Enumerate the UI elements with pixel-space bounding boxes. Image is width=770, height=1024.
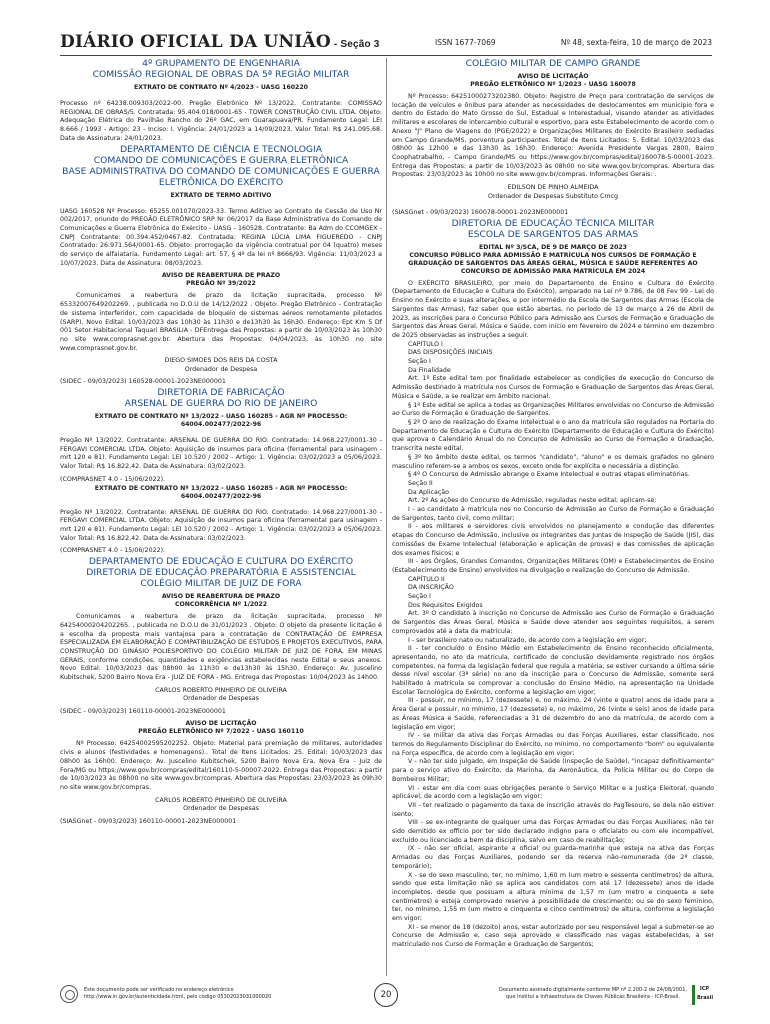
system-code: (COMPRASNET 4.0 - 15/06/2022).: [60, 475, 166, 483]
signatory-role: Ordenador de Despesas: [183, 695, 259, 703]
section-title: Da Finalidade: [408, 366, 451, 374]
act-text: Pregão Nº 13/2022. Contratante: ARSENAL DE GUERRA DO RIO. Contratado: 14.968.227/0001-30 - FERGAVI COMERCIAL LTDA. Objeto: Aquisição de insumos para oficina (ferramental para usinagem - mrt 120 e 81). Fundamento Legal: LEI 10.520 / 2002 - Artigo: 1. Vigência: 03/02/2023 a 05/06/2023. Valor Total: R$ 16.822,42. Data de Assinatura: 03/02/2023.: [60, 437, 382, 471]
verification-note: Este documento pode ser verificado no endereço eletrônico http://www.in.gov.br/autenticidade.html, pelo código 05302023031000020: [84, 987, 272, 1000]
act-text: UASG 160528 Nº Processo: 65255.001070/2023-33. Termo Aditivo ao Contrato de Cessão de Uso Nr 002/2017, oriundo do PREGÃO ELETRÔNICO SRP Nr 06/2017 da Base Administrativa do Comando de Comunicações e Guerra Eletrônica do Exército - UASG - 160528. Contratante: Ba Adm do CCOMGEX - CNPJ Contratante: 00.394.452/0467-82. Contratada: REGINA LÚCIA LIMA FIGUEREDO - CNPJ Contratado: 26.971.564/0001-65. Objeto: prorrogação da vigência contratual por 04 (quatro) meses do serviço de alfaiataria. Fundamento Legal: art. 57, § 4º da lei nº 8666/93. Vigência: 11/03/2023 a 10/07/2023. Data de Assinatura: 08/03/2023.: [60, 207, 382, 267]
signatory-name: DIEGO SIMOES DOS REIS DA COSTA: [164, 357, 278, 365]
org-heading: DEPARTAMENTO DE CIÊNCIA E TECNOLOGIA: [119, 143, 323, 155]
act-heading: EXTRATO DE TERMO ADITIVO: [170, 191, 272, 199]
issn: ISSN 1677-7069: [435, 38, 496, 47]
system-code: (SIASGnet - 09/03/2023) 160078-00001-2023NE000001: [392, 209, 569, 217]
item-text: XI - se menor de 18 (dezoito) anos, estar autorizado por seu responsável legal a submeter-se ao Concurso de Admissão e, caso seja aprovado e classificado nas vagas estabelecidas, a ser matriculado nos Curso de Formação e Graduação de Sargentos;: [392, 923, 714, 949]
org-heading: DIRETORIA DE FABRICAÇÃO: [157, 387, 285, 399]
act-heading: PREGÃO ELETRÔNICO Nº 1/2023 - UASG 160078: [470, 81, 636, 88]
signatory-name: CARLOS ROBERTO PINHEIRO DE OLIVEIRA: [155, 686, 287, 694]
act-heading: EDITAL Nº 3/SCA, DE 9 DE MARÇO DE 2023: [479, 243, 627, 251]
system-code: (SIASGnet - 09/03/2023) 160110-00001-2023NE000001: [60, 817, 237, 825]
act-text: Comunicamos a reabertura de prazo da licitação supracitada, processo Nº 65332007649202269. , publicada no D.O.U de 14/12/2022 . Objeto: Pregão Eletrônico - Contratação de sistema interferidor, com capacidade de bloqueio de sistemas aéreos remotamente pilotados (SARP). Novo Edital: 10/03/2023 das 10h30 às 11h30 e de13h30 às 16h30. Endereço: Ept Km 5 Df 001 Setor Habitacional Taquari BRASILIA - DFEntrega das Propostas: a partir de 10/03/2023 às 10h30 no site www.comprasnet.gov.br. Abertura das Propostas: 04/04/2023, às 10h30 no site www.comprasnet.gov.br.: [60, 292, 382, 352]
chapter-title: DAS DISPOSIÇÕES INICIAIS: [408, 349, 493, 357]
org-heading: BASE ADMINISTRATIVA DO COMANDO DE COMUNICAÇÕES E GUERRA ELETRÔNICA DO EXÉRCITO: [62, 165, 380, 188]
act-heading: AVISO DE LICITAÇÃO: [185, 720, 257, 728]
item-text: I - ao candidato à matrícula nos no Concurso de Admissão ao Curso de Formação e Graduação de Sargentos, tanto civil, como militar;: [392, 506, 714, 522]
act-heading: 64004.002477/2022-96: [180, 492, 262, 500]
article-text: Art. 3º O candidato à inscrição no Concurso de Admissão aos Curso de Formação e Graduação de Sargentos das Áreas Geral, Música e Saúde deve atender aos seguintes requisitos, a serem comprovados até a data da matrícula:: [392, 610, 714, 635]
item-text: III - aos Órgãos, Grandes Comandos, Organizações Militares (OM) e Estabelecimentos de Ensino (Estabelecimento de Ensino) envolvidos na divulgação e realização do Concurso de Admissão.: [392, 558, 714, 574]
org-heading: DIRETORIA DE EDUCAÇÃO PREPARATÓRIA E ASSISTENCIAL: [86, 567, 356, 579]
system-code: (COMPRASNET 4.0 - 15/06/2022).: [60, 547, 166, 555]
masthead: [60, 30, 712, 56]
signatory-name: EDILSON DE PINHO ALMEIDA: [507, 184, 599, 192]
paragraph-text: § 3º No âmbito deste edital, os termos "candidato", "aluno" e os demais grafados no gênero masculino referem-se a ambos os sexos, exceto onde for explícita e necessária a distinção.: [392, 453, 714, 470]
item-text: VI - estar em dia com suas obrigações perante o Serviço Militar e a Justiça Eleitoral, quando aplicável, de acordo com a legislação em vigor;: [392, 784, 714, 801]
act-text: Nº Processo: 64251000273202380. Objeto: Registro de Preço para contratação de serviços de locação de veículos e ônibus para atender as necessidades de deslocamentos em município fora e dentro do Estado do Mato Grosso do Sul, Estadual e Interestadual, visando atender as atividades militares e escolares de intercambio cultural e esportivo, para este Estabelecimento de acordo com o Anexo "J" Plano de Viagens do (PGE/2022) e Organizações Militares do Exército Brasileiro sediadas em Campo Grande/MS, porventura participantes. Total de Itens Licitados: 5. Edital: 10/03/2023 das 08h00 às 12h00 e das 13h30 às 16h30. Endereço: Avenida Presidente Vargas 2800, Bairro Coophatrabalho, - Campo Grande/MS ou https://www.gov.br/compras/edital/160078-5-00001-2023. Entrega das Propostas: a partir de 10/03/2023 às 08h00 no site www.gov.br/compras. Abertura das Propostas: 23/03/2023 às 10h00 no site www.gov.br/compras. Informações Gerais: .: [392, 93, 714, 179]
act-heading: EXTRATO DE CONTRATO Nº 4/2023 - UASG 160220: [134, 84, 308, 91]
item-text: X - se do sexo masculino, ter, no mínimo, 1,60 m (um metro e sessenta centímetros) de altura, sendo que esta limitação não se aplica aos candidatos com até 17 (dezessete) anos de idade incompletos, desde que possuam a altura mínima de 1,57 m (um metro e cinquenta e sete centímetros) e esteja comprovado reserve a possibilidade de crescimento; ou se do sexo feminino, ter, no mínimo, 1,55 m (um metro e cinquenta e cinco centímetros) de altura, conforme a legislação em vigor;: [392, 871, 714, 923]
org-heading: ESCOLA DE SARGENTOS DAS ARMAS: [467, 228, 639, 240]
chapter-label: CAPÍTULO I: [408, 340, 443, 348]
act-heading: EXTRATO DE CONTRATO Nº 13/2022 - UASG 160285 - AGR Nº PROCESSO:: [94, 413, 348, 421]
act-heading: PREGÃO ELETRÔNICO Nº 7/2022 - UASG 160110: [138, 728, 304, 736]
paragraph-text: § 4º O Concurso de Admissão abrange o Exame Intelectual e outras etapas eliminatórias.: [408, 471, 690, 479]
act-text: Pregão Nº 13/2022. Contratante: ARSENAL DE GUERRA DO RIO. Contratado: 14.968.227/0001-30 - FERGAVI COMERCIAL LTDA. Objeto: Aquisição de insumos para oficina (ferramental para usinagem - mrt 120 e 81). Fundamento Legal: LEI 10.520 / 2002 - Artigo: 1. Vigência: 03/02/2023 a 05/06/2023. Valor Total: R$ 16.822,42. Data de Assinatura: 03/02/2023.: [60, 508, 382, 542]
act-text: Nº Processo: 64254002595202252. Objeto: Material para premiação de militares, autoridades civis e alunos (festividades e homenagens).. Total de Itens Licitados: 25. Edital: 10/03/2023 das 08h00 às 16h00. Endereço: Av. Juscelino Kubitschek, 5200 Bairro Nova Era, Nova Era - Juiz de Fora/MG ou https://www.gov.br/compras/edital/160110-5-00007-2022. Entrega das Propostas: a partir de 10/03/2023 às 08h00 no site www.gov.br/compras. Abertura das Propostas: 23/03/2023 às 09h30 no site www.gov.br/compras.: [60, 740, 382, 791]
act-heading: AVISO DE REABERTURA DE PRAZO: [161, 593, 281, 601]
act-heading: CONCORRÊNCIA Nº 1/2022: [174, 601, 268, 609]
item-text: VII - ter realizado o pagamento da taxa de inscrição através do PagTesouro, se dela não estiver isento;: [392, 801, 714, 818]
org-heading: COMISSÃO REGIONAL DE OBRAS DA 5ª REGIÃO MILITAR: [92, 69, 350, 80]
page-footer: [60, 983, 712, 1009]
org-heading: DEPARTAMENTO DE EDUCAÇÃO E CULTURA DO EXÉRCITO: [88, 556, 354, 568]
section-title: Dos Requisitos Exigidos: [408, 601, 483, 609]
org-heading: COLÉGIO MILITAR DE CAMPO GRANDE: [465, 58, 641, 69]
org-heading: ARSENAL DE GUERRA DO RIO DE JANEIRO: [124, 398, 318, 410]
item-text: IV - se militar da ativa das Forças Armadas ou das Forças Auxiliares, estar classificado, nos termos do Regulamento Disciplinar do Exército, no mínimo, no comportamento "bom" ou equivalente na Força específica, de acordo com a legislação em vigor;: [392, 732, 714, 757]
coat-of-arms-icon: [60, 985, 78, 1003]
item-text: II - aos militares e servidores civis envolvidos no planejamento e condução das diferentes etapas do Concurso de Admissão, inclusive os integrantes das Juntas de Inspeção de Saúde (JIS), das comissões de Exame Intelectual (elaboração e aplicação de provas) e das comissões de aplicação dos exames físicos; e: [392, 523, 714, 557]
section-label: Seção I: [408, 358, 431, 366]
edital-intro: O EXÉRCITO BRASILEIRO, por meio do Departamento de Ensino e Cultura do Exército (Departamento de Educação e Cultura do Exército), amparado na Lei nº 9.786, de 08 Fev 99 - Lei do Ensino no Exército e suas alterações, e por intermédio da Escola de Sargentos das Armas (Escola de Sargentos das Armas), faz saber que estão abertas, no período de 13 de março a 26 de Abril de 2023, as inscrições para o Concurso Público para Admissão aos Cursos de Formação e Graduação de Sargentos das Áreas Geral, Música e Saúde, com início em fevereiro de 2024 e término em dezembro de 2025 observadas as instruções a seguir.: [392, 279, 714, 339]
act-text: Comunicamos a reabertura de prazo da licitação supracitada, processo Nº 64254000204202265. , publicada no D.O.U de 31/01/2023 . Objeto: O objeto da presente licitação é a escolha da proposta mais vantajosa para a contratação de CONTRATAÇÃO DE EMPRESA ESPECIALIZADA EM ELABORAÇÃO E COMPATIBILIZAÇÃO DE ESTUDOS E PROJETOS EXECUTIVOS, PARA CONSTRUÇÃO DO GINÁSIO POLIESPORTIVO DO COLÉGIO MILITAR DE JUIZ DE FORA, EM MINAS GERAIS, conforme condições, quantidades e exigências estabelecidas neste Edital e seus anexos. Novo Edital: 10/03/2023 das 08h00 às 11h30 e de13h30 às 15h30. Endereço: Av. Juscelino Kubitschek, 5200 Bairro Nova Era - JUIZ DE FORA - MG. Entrega das Propostas: 10/04/2023 às 14h00.: [60, 613, 382, 682]
section-label: - Seção 3: [330, 39, 380, 50]
signatory-role: Ordenador de Despesas Substituto Cmcg: [487, 192, 619, 200]
signatory-role: Ordenador de Despesa: [184, 365, 258, 373]
section-label: Seção I: [408, 593, 431, 601]
item-text: IX - não ser oficial, aspirante a oficial ou guarda-marinha que esteja na ativa das Forças Armadas ou das Forças Auxiliares, podendo ser da reserva não-remunerada (de 2ª classe, temporário);: [392, 845, 714, 870]
article-text: Art. 1º Este edital tem por finalidade estabelecer as condições de execução do Concurso de Admissão destinado à matrícula nos Cursos de Formação e Graduação de Sargentos das Áreas Geral, Música e Saúde, a se realizar em âmbito nacional.: [392, 375, 714, 400]
item-text: II - ter concluído o Ensino Médio em Estabelecimento de Ensino reconhecido oficialmente, apresentando, no ato da matrícula, certificado de conclusão devidamente registrado nos órgãos competentes, na forma da legislação federal que regula a matéria; se estiver cursando a última série desse nível escolar (3ª série) no ano da inscrição para o Concurso de Admissão, somente será habilitado à matrícula se comprovar a conclusão do Ensino Médio, na apresentação na Unidade Escolar Tecnológica do Exército, conforme a legislação em vigor;: [392, 645, 714, 696]
chapter-title: DA INSCRIÇÃO: [408, 584, 454, 592]
item-text: VIII - se ex-integrante de qualquer uma das Forças Armadas ou das Forças Auxiliares, não ter sido demitido ex officio por ter sido declarado indigno para o oficialato ou com ele incompatível, excluído ou licenciado a bem da disciplina, salvo em caso de reabilitação;: [392, 819, 714, 844]
act-text: Processo nº 64238.009303/2022-00. Pregão Eletrônico Nº 13/2022. Contratante: COMISSAO REGIONAL DE OBRAS/5. Contratada: 95.404.018/0001-65 - TOWER CONSTRUÇÃO CIVIL LTDA. Objeto: Adequação Elétrica do Pavilhão Rancho do 26º GAC, em Guarapuava/PR. Fundamento Legal: LEI 8.666 / 1993 - Artigo: 23 - Inciso: I. Vigência: 24/01/2023 a 14/09/2023. Valor Total: R$ 241.095,68. Data de Assinatura: 24/01/2023.: [60, 100, 382, 142]
act-heading: AVISO DE REABERTURA DE PRAZO: [161, 272, 281, 280]
signatory-role: Ordenador de Despesas: [183, 805, 259, 813]
item-text: III - possuir, no mínimo, 17 (dezessete) e, no máximo, 24 (vinte e quatro) anos de idade para a Área Geral e possuir, no mínimo, 17 (dezessete) e, no máximo, 26 (vinte e seis) anos de idade para as Áreas Música e Saúde, referenciadas a 31 de dezembro do ano da matrícula, de acordo com a legislação em vigor;: [392, 697, 714, 731]
left-column: [60, 58, 382, 976]
section-title: Da Aplicação: [408, 488, 450, 496]
act-heading: PREGÃO Nº 39/2022: [186, 280, 256, 288]
org-heading: 4º GRUPAMENTO DE ENGENHARIA: [142, 58, 300, 69]
signatory-name: CARLOS ROBERTO PINHEIRO DE OLIVEIRA: [155, 796, 287, 804]
item-text: I - ser brasileiro nato ou naturalizado, de acordo com a legislação em vigor;: [408, 636, 647, 644]
act-heading: 64004.002477/2022-96: [180, 421, 262, 429]
act-heading: CONCURSO PÚBLICO PARA ADMISSÃO E MATRÍCULA NOS CURSOS DE FORMAÇÃO E GRADUAÇÃO DE SARGENTOS DAS ÁREAS GERAL, MÚSICA E SAÚDE REFERENTES AO CONCURSO DE ADMISSÃO PARA MATRÍCULA EM 2024: [408, 251, 698, 275]
paragraph-text: § 1º Este edital se aplica a todas as Organizações Militares envolvidas no Concurso de Admissão ao Curso de Formação e Graduação de Sargentos.: [392, 401, 714, 418]
section-label: Seção II: [408, 479, 433, 487]
org-heading: DIRETORIA DE EDUCAÇÃO TÉCNICA MILITAR: [451, 217, 655, 229]
column-divider: [386, 58, 387, 976]
signature-note: Documento assinado digitalmente conforme MP nº 2.200-2 de 24/08/2001, que institui a Infraestrutura de Chaves Públicas Brasileira - ICP-Brasil.: [498, 987, 688, 1000]
act-heading: EXTRATO DE CONTRATO Nº 13/2022 - UASG 160285 - AGR Nº PROCESSO:: [94, 484, 348, 492]
newspaper-title: DIÁRIO OFICIAL DA UNIÃO - Seção 3: [60, 32, 380, 52]
right-column: [392, 58, 714, 976]
icp-brasil-logo: ICP Brasil: [692, 985, 712, 1005]
edition-date: Nº 48, sexta-feira, 10 de março de 2023: [560, 38, 712, 47]
paragraph-text: § 2º O ano de realização do Exame Intelectual e o ano da matrícula são regulados na Portaria do Departamento de Educação e Cultura do Exército (Departamento de Educação e Cultura do Exército) que aprova o Calendário Anual do no Concurso de Admissão ao Curso de Formação e Graduação, transcrita neste edital.: [392, 418, 714, 453]
page-number: 20: [374, 983, 398, 1007]
item-text: V - não ter sido julgado, em Inspeção de Saúde (Inspeção de Saúde), "incapaz definitivamente" para o serviço ativo do Exército, da Marinha, da Aeronáutica, da Polícia Militar ou do Corpo de Bombeiros Militar;: [392, 758, 714, 783]
org-heading: COMANDO DE COMUNICAÇÕES E GUERRA ELETRÔNICA: [93, 154, 349, 166]
chapter-label: CAPÍTULO II: [408, 575, 445, 583]
article-text: Art. 2º As ações do Concurso de Admissão, reguladas neste edital, aplicam-se:: [408, 497, 657, 505]
system-code: (SIDEC - 09/03/2023) 160110-00001-2023NE000001: [60, 707, 226, 715]
org-heading: COLÉGIO MILITAR DE JUIZ DE FORA: [140, 578, 302, 590]
act-heading: AVISO DE LICITAÇÃO: [517, 73, 589, 80]
system-code: (SIDEC - 09/03/2023) 160528-00001-2023NE000001: [60, 378, 226, 386]
